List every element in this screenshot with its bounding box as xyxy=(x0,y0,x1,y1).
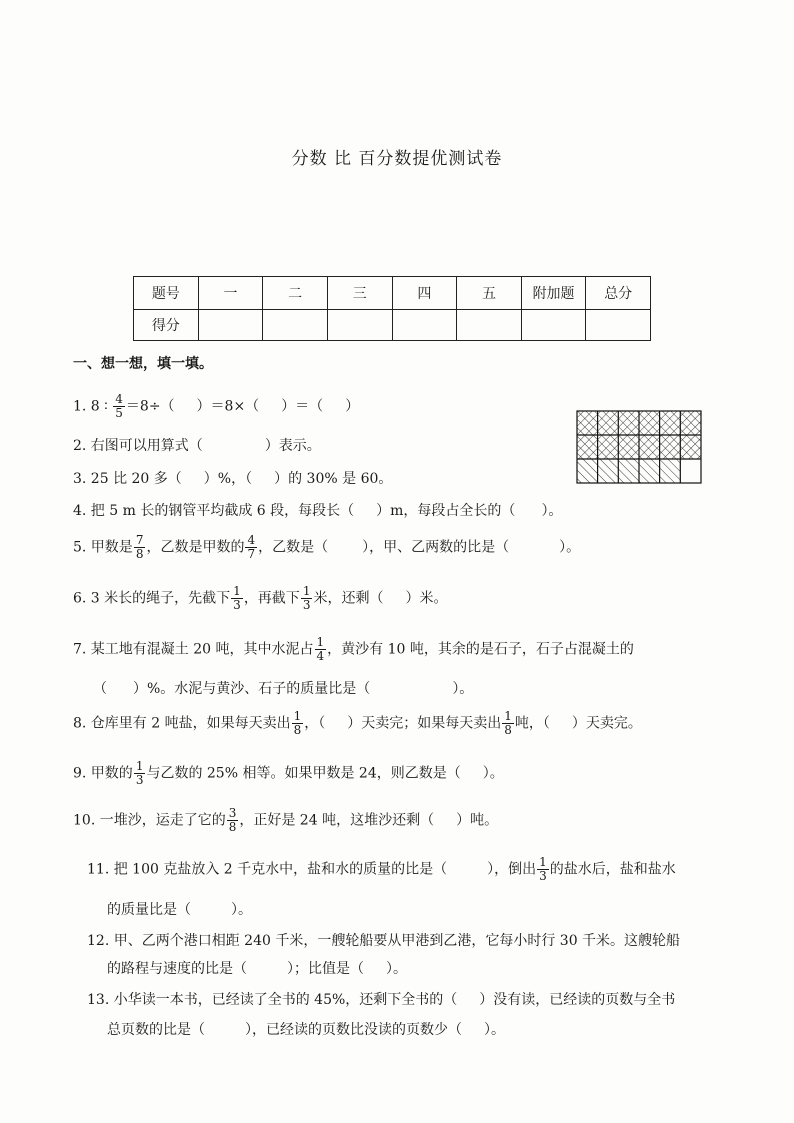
question-10: 10. 一堆沙，运走了它的 $\frac{3}{8}$ ，正好是 24 吨，这堆沙还剩（ ）吨。 xyxy=(73,806,499,834)
question-12-line-2: 的路程与速度的比是（ ）；比值是（ ）。 xyxy=(107,961,407,977)
score-cell: 题号 xyxy=(134,277,199,310)
question-7-line-2: （ ）%。水泥与黄沙、石子的质量比是（ ）。 xyxy=(93,681,474,697)
fraction: $\frac{1}{3}$ xyxy=(135,759,144,787)
fraction: $\frac{4}{7}$ xyxy=(247,533,256,561)
score-table-score-row xyxy=(134,310,651,341)
fraction: $\frac{1}{8}$ xyxy=(293,709,302,737)
score-row-label: 得分 xyxy=(134,310,199,341)
blank-cell xyxy=(681,459,701,483)
question-4: 4. 把 5 m 长的钢管平均截成 6 段，每段长（ ）m，每段占全长的（ ）。 xyxy=(73,503,563,519)
question-5: 5. 甲数是 $\frac{7}{8}$ ，乙数是甲数的 $\frac{4}{7}$ ，乙数是（ ），甲、乙两数的比是（ ）。 xyxy=(73,533,581,561)
score-input-cell[interactable] xyxy=(392,310,457,341)
fraction: $\frac{1}{3}$ xyxy=(302,584,311,612)
hatched-grid-figure xyxy=(576,410,702,484)
fraction: $\frac{1}{3}$ xyxy=(539,855,547,883)
fraction: $\frac{7}{8}$ xyxy=(135,533,144,561)
score-cell: 一 xyxy=(198,277,263,310)
score-input-cell[interactable] xyxy=(198,310,263,341)
score-cell: 附加题 xyxy=(521,277,586,310)
question-2: 2. 右图可以用算式（ ）表示。 xyxy=(73,438,321,454)
fraction: $\frac{4}{5}$ xyxy=(115,392,123,420)
score-input-cell[interactable] xyxy=(586,310,651,341)
section-heading: 一、想一想，填一填。 xyxy=(73,356,213,372)
score-input-cell[interactable] xyxy=(457,310,522,341)
score-table xyxy=(133,276,651,341)
score-table-header-row xyxy=(134,277,651,310)
question-13-line-2: 总页数的比是（ ），已经读的页数比没读的页数少（ ）。 xyxy=(107,1022,505,1038)
fraction: $\frac{3}{8}$ xyxy=(228,806,237,834)
question-3: 3. 25 比 20 多（ ）%，（ ）的 30% 是 60。 xyxy=(73,471,393,487)
fraction: $\frac{1}{4}$ xyxy=(316,635,325,663)
score-cell: 总分 xyxy=(586,277,651,310)
question-8: 8. 仓库里有 2 吨盐，如果每天卖出 $\frac{1}{8}$ ，（ ）天卖完；如果每天卖出 $\frac{1}{8}$ 吨，（ ）天卖完。 xyxy=(73,709,642,737)
score-input-cell[interactable] xyxy=(521,310,586,341)
question-11: 11. 把 100 克盐放入 2 千克水中，盐和水的质量的比是（ ），倒出 $\frac{1}{3}$ 的盐水后，盐和盐水 xyxy=(87,855,676,883)
question-12: 12. 甲、乙两个港口相距 240 千米，一艘轮船要从甲港到乙港，它每小时行 30 千米。这艘轮船 xyxy=(87,933,681,949)
score-cell: 三 xyxy=(327,277,392,310)
score-cell: 四 xyxy=(392,277,457,310)
fraction: $\frac{1}{8}$ xyxy=(504,709,512,737)
fraction: $\frac{1}{3}$ xyxy=(233,584,241,612)
score-cell: 二 xyxy=(263,277,328,310)
question-13: 13. 小华读一本书，已经读了全书的 45%，还剩下全书的（ ）没有读，已经读的页数与全书 xyxy=(87,992,676,1008)
question-11-line-2: 的质量比是（ ）。 xyxy=(107,902,252,918)
page-title: 分数 比 百分数提优测试卷 xyxy=(291,149,503,169)
score-input-cell[interactable] xyxy=(263,310,328,341)
question-6: 6. 3 米长的绳子，先截下 $\frac{1}{3}$ ，再截下 $\frac{1}{3}$ 米，还剩（ ）米。 xyxy=(73,584,448,612)
score-cell: 五 xyxy=(457,277,522,310)
question-7: 7. 某工地有混凝土 20 吨，其中水泥占 $\frac{1}{4}$ ，黄沙有 10 吨，其余的是石子，石子占混凝土的 xyxy=(73,635,634,663)
question-1: 1. 8 ∶ $\frac{4}{5}$ ＝8÷（ ）＝8×（ ）＝（ ） xyxy=(73,392,360,420)
question-9: 9. 甲数的 $\frac{1}{3}$ 与乙数的 25% 相等。如果甲数是 24，则乙数是（ ）。 xyxy=(73,759,504,787)
score-input-cell[interactable] xyxy=(327,310,392,341)
